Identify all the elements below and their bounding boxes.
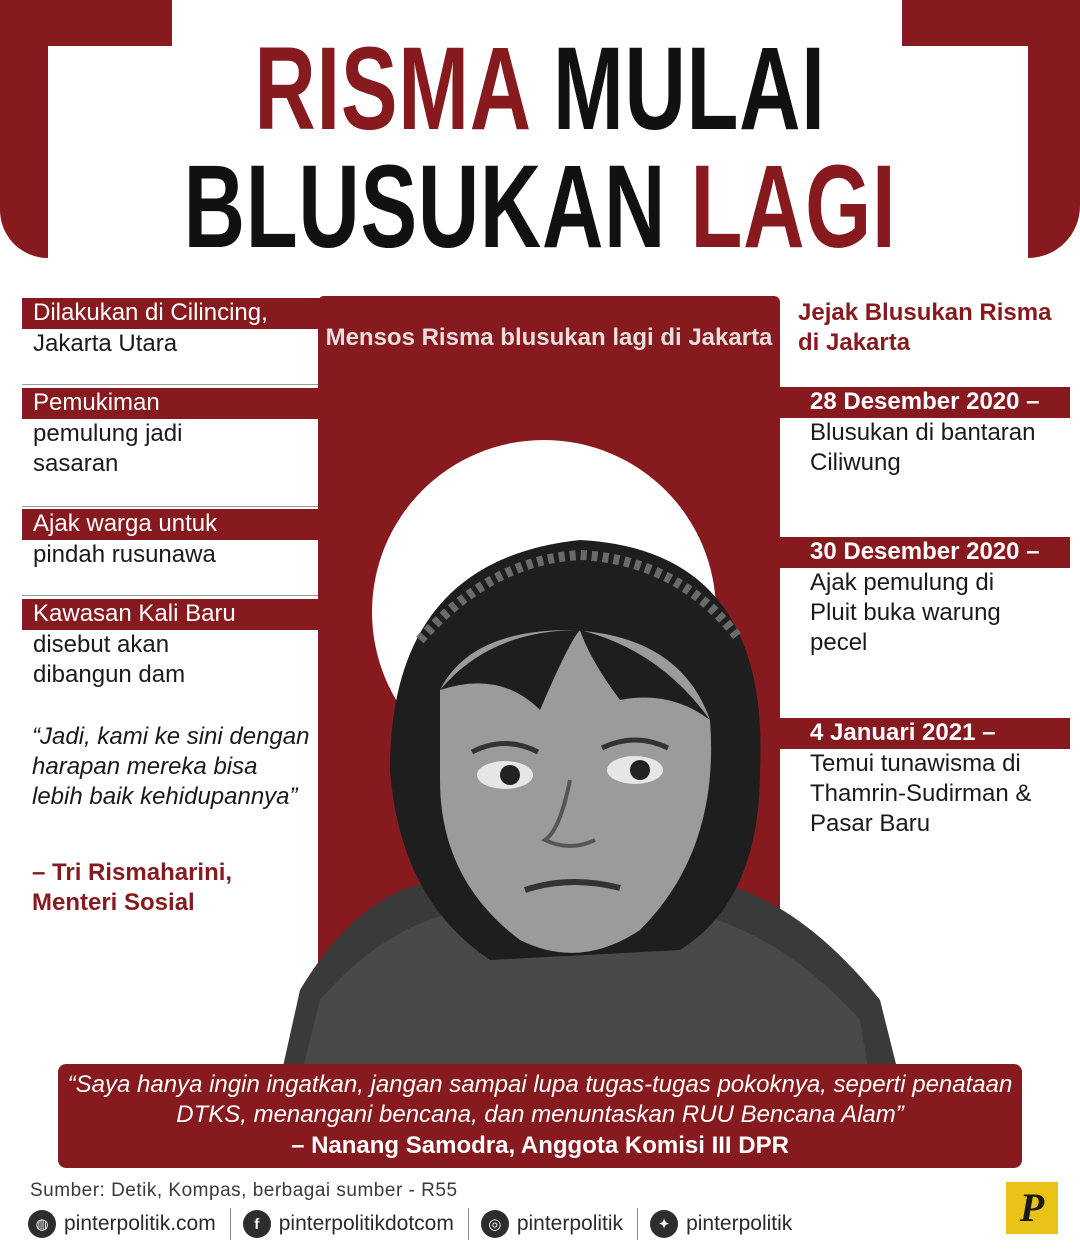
divider bbox=[22, 506, 318, 507]
left-point-3 bbox=[22, 509, 322, 570]
divider bbox=[468, 1208, 469, 1240]
divider bbox=[230, 1208, 231, 1240]
facebook-icon: f bbox=[243, 1210, 271, 1238]
left-point-2 bbox=[22, 388, 322, 479]
left-point-1 bbox=[22, 298, 322, 359]
corner-bracket-right-stem bbox=[1028, 0, 1080, 258]
footer-link-facebook[interactable] bbox=[243, 1210, 468, 1238]
timeline-desc: Temui tunawisma di Thamrin-Sudirman & Pasar Baru bbox=[810, 750, 1032, 837]
divider bbox=[637, 1208, 638, 1240]
left-point-body: pindah rusunawa bbox=[33, 541, 216, 568]
bottom-quote-text: “Saya hanya ingin ingatkan, jangan sampai lupa tugas-tugas pokoknya, seperti penataan DTKS, menangani bencana, dan menuntaskan RUU Bencana Alam” bbox=[67, 1071, 1013, 1128]
footer-link-instagram[interactable] bbox=[481, 1210, 637, 1238]
left-point-4 bbox=[22, 599, 322, 690]
divider bbox=[22, 595, 318, 596]
footer-social-links bbox=[28, 1208, 806, 1240]
timeline-item-1 bbox=[780, 387, 1070, 478]
timeline-desc: Ajak pemulung di Pluit buka warung pecel bbox=[810, 569, 1001, 656]
instagram-icon: ◎ bbox=[481, 1210, 509, 1238]
footer-link-label: pinterpolitik bbox=[516, 1212, 624, 1235]
bottom-quote-box bbox=[58, 1064, 1022, 1168]
twitter-icon: ✦ bbox=[650, 1210, 678, 1238]
headline-word-lagi: LAGI bbox=[690, 141, 897, 273]
footer-link-website[interactable] bbox=[28, 1210, 230, 1238]
source-credit: Sumber: Detik, Kompas, berbagai sumber - R55 bbox=[30, 1180, 458, 1201]
headline-line-1 bbox=[151, 23, 929, 155]
timeline-heading: Jejak Blusukan Risma di Jakarta bbox=[798, 299, 1052, 356]
footer-link-label: pinterpolitikdotcom bbox=[278, 1212, 454, 1235]
left-point-header: Ajak warga untuk bbox=[22, 509, 322, 540]
headline-word-mulai: MULAI bbox=[552, 23, 826, 155]
timeline-date: 28 Desember 2020 – bbox=[780, 387, 1070, 418]
headline-word-risma: RISMA bbox=[254, 23, 529, 155]
left-point-header: Pemukiman bbox=[22, 388, 322, 419]
bottom-quote-author: – Nanang Samodra, Anggota Komisi III DPR bbox=[291, 1132, 789, 1159]
timeline-item-3 bbox=[780, 718, 1070, 839]
footer-link-label: pinterpolitik.com bbox=[64, 1212, 216, 1235]
headline-word-blusukan: BLUSUKAN bbox=[183, 141, 667, 273]
headline-line-2 bbox=[151, 141, 929, 273]
timeline-date: 4 Januari 2021 – bbox=[780, 718, 1070, 749]
timeline-desc: Blusukan di bantaran Ciliwung bbox=[810, 419, 1036, 476]
left-quote-author: – Tri Rismaharini, Menteri Sosial bbox=[32, 859, 233, 916]
footer-link-label: pinterpolitik bbox=[686, 1212, 793, 1235]
left-quote-text: “Jadi, kami ke sini dengan harapan mereka bisa lebih baik kehidupannya” bbox=[32, 723, 310, 810]
left-point-body: pemulung jadi sasaran bbox=[33, 420, 183, 477]
timeline-date: 30 Desember 2020 – bbox=[780, 537, 1070, 568]
panel-caption: Mensos Risma blusukan lagi di Jakarta bbox=[325, 324, 773, 351]
timeline-item-2 bbox=[780, 537, 1070, 658]
divider bbox=[22, 384, 318, 385]
left-point-header: Dilakukan di Cilincing, bbox=[22, 298, 322, 329]
left-point-body: disebut akan dibangun dam bbox=[33, 631, 186, 688]
globe-icon: ◍ bbox=[28, 1210, 56, 1238]
pinterpolitik-logo: P bbox=[1006, 1182, 1058, 1234]
corner-bracket-left-stem bbox=[0, 0, 48, 258]
left-point-header: Kawasan Kali Baru bbox=[22, 599, 322, 630]
footer-link-twitter[interactable] bbox=[650, 1210, 806, 1238]
left-point-body: Jakarta Utara bbox=[33, 330, 178, 357]
